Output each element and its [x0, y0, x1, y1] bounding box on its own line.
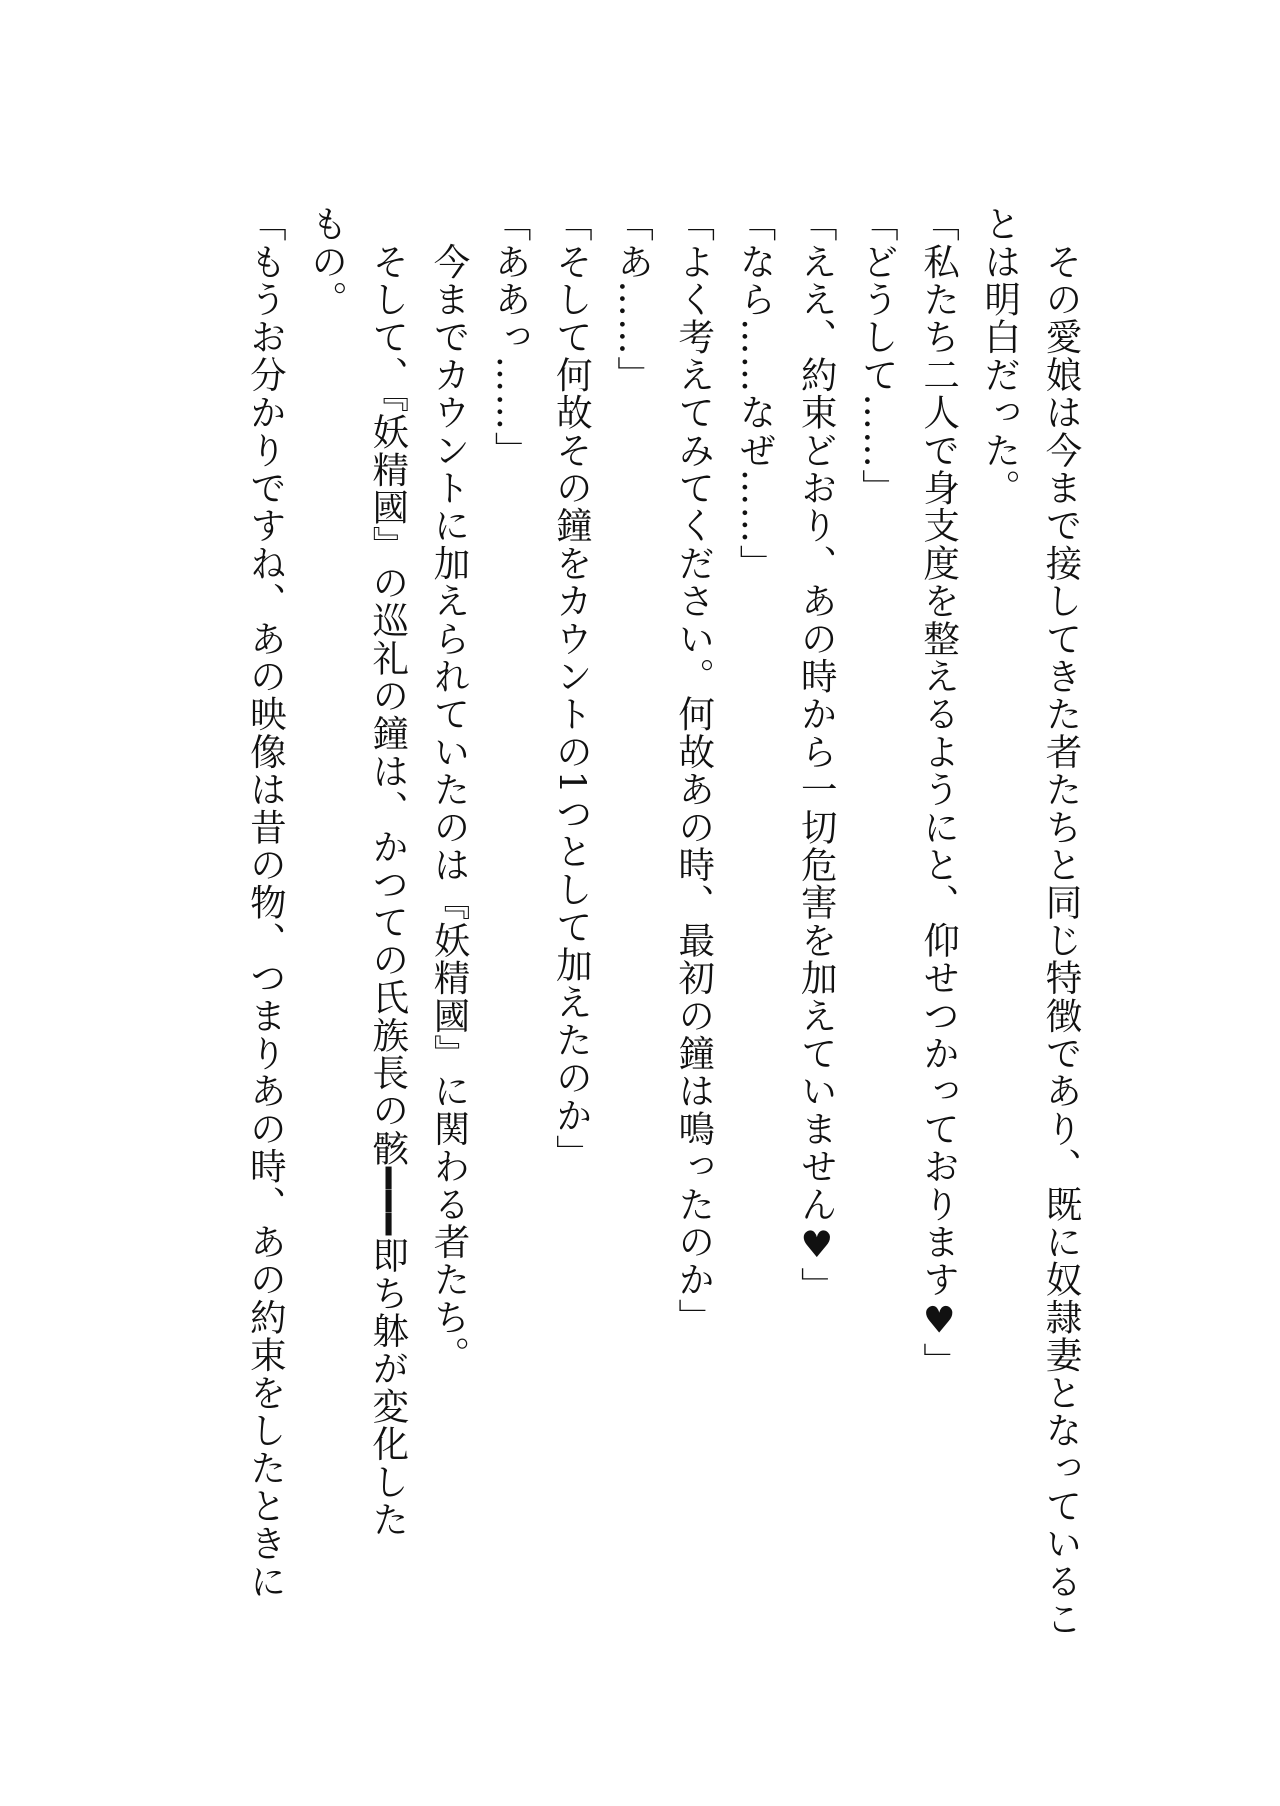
text-line: 「どうして……」 — [856, 205, 900, 507]
text-line: 「私たち二人で身支度を整えるようにと、仰せつかっております♥」 — [917, 205, 961, 1381]
text-line: その愛娘は今まで接してきた者たちと同じ特徴であり、既に奴隷妻となっているこ — [1040, 205, 1083, 1638]
text-line: そして、『妖精國』の巡礼の鐘は、かつての氏族長の骸━━━即ち躰が変化した — [366, 205, 410, 1539]
text-line: 「もうお分かりですね、あの映像は昔の物、つまりあの時、あの約束をしたときに — [244, 205, 288, 1600]
text-line: 今までカウントに加えられていたのは『妖精國』に関わる者たち。 — [427, 205, 471, 1374]
text-line: 「あ……」 — [611, 205, 655, 394]
vertical-text-body — [235, 205, 1092, 1638]
text-line: もの。 — [305, 205, 349, 319]
text-line: 「そして何故その鐘をカウントの1つとして加えたのか」 — [550, 205, 594, 1172]
text-line: とは明白だった。 — [978, 205, 1022, 507]
text-line: 「よく考えてみてください。何故あの時、最初の鐘は鳴ったのか」 — [672, 205, 716, 1336]
text-line: 「ああっ……」 — [489, 205, 533, 469]
text-line: 「なら……なぜ……」 — [733, 205, 777, 582]
text-line: 「ええ、約束どおり、あの時から一切危害を加えていません♥」 — [795, 205, 839, 1305]
